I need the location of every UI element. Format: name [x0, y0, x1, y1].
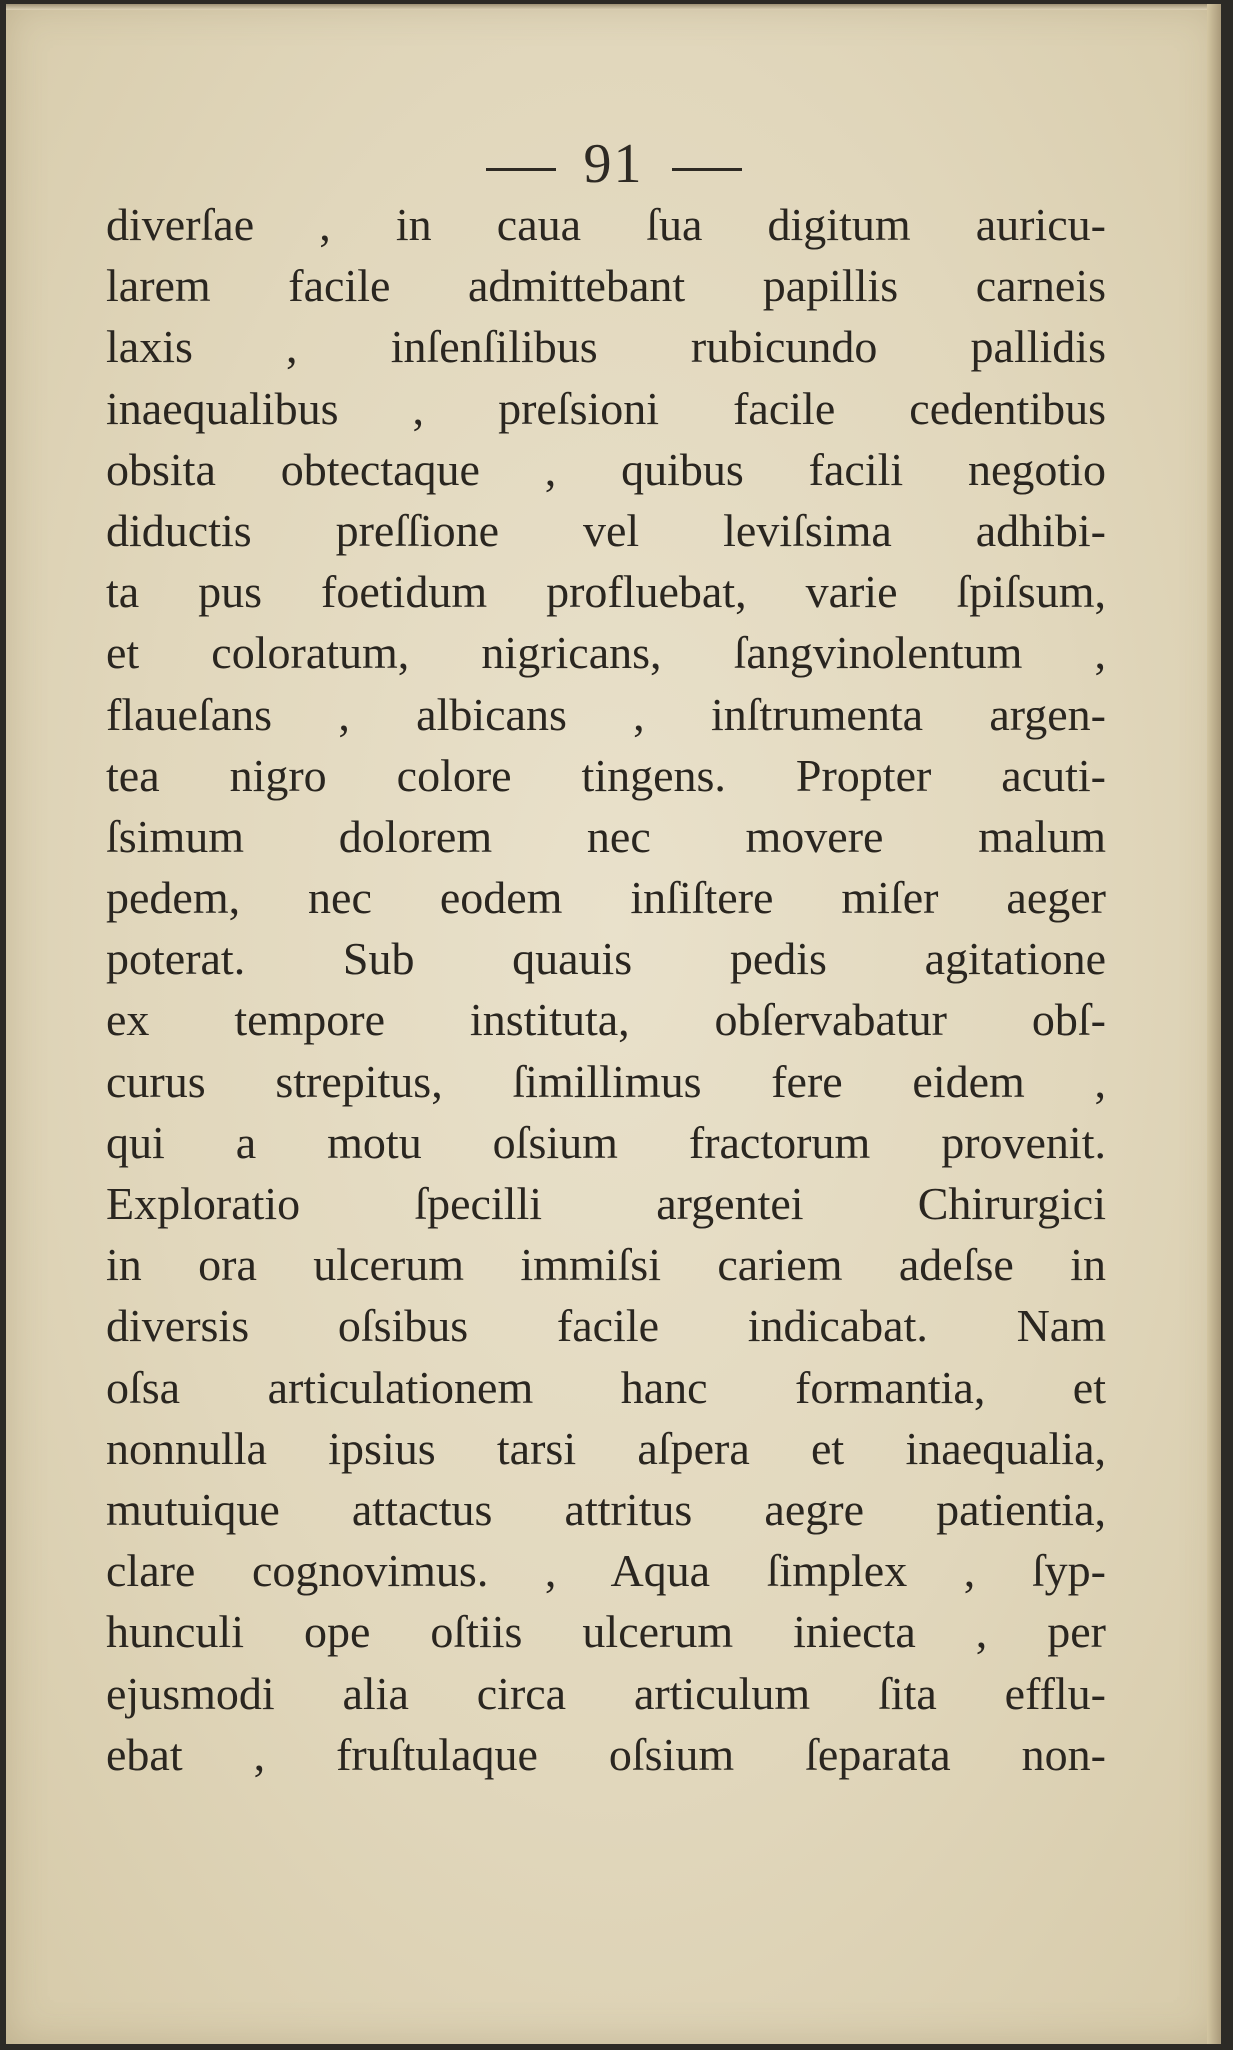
text-line: qui a motu oſsium fractorum provenit.	[106, 1116, 1106, 1168]
text-line: ex tempore instituta, obſervabatur obſ-	[106, 994, 1106, 1046]
text-line: Exploratio ſpecilli argentei Chirurgici	[106, 1178, 1106, 1229]
text-line: ebat , fruſtulaque oſsium ſeparata non-	[106, 1728, 1106, 1780]
text-line: diverſae , in caua ſua digitum auricu-	[106, 199, 1106, 250]
text-line: ſsimum dolorem nec movere malum	[106, 810, 1106, 862]
text-line: curus strepitus, ſimillimus fere eidem ,	[106, 1055, 1106, 1107]
text-line: ejusmodi alia circa articulum ſita efflu-	[106, 1667, 1106, 1719]
header-dash-left	[486, 168, 556, 171]
text-line: flaueſans , albicans , inſtrumenta argen-	[106, 688, 1106, 740]
header-dash-right	[672, 168, 742, 171]
text-line: laxis , inſenſilibus rubicundo pallidis	[106, 321, 1106, 373]
text-line: ta pus foetidum profluebat, varie ſpiſsum,	[106, 566, 1106, 618]
text-line: mutuique attactus attritus aegre patientia,	[106, 1483, 1106, 1535]
text-line: poterat. Sub quauis pedis agitatione	[106, 933, 1106, 985]
page-top-edge	[6, 4, 1221, 10]
text-line: clare cognovimus. , Aqua ſimplex , ſyp-	[106, 1545, 1106, 1597]
page-header	[6, 132, 1221, 196]
text-line: pedem, nec eodem inſiſtere miſer aeger	[106, 872, 1106, 924]
text-line: inaequalibus , preſsioni facile cedentibus	[106, 382, 1106, 434]
text-line: nonnulla ipsius tarsi aſpera et inaequalia,	[106, 1422, 1106, 1474]
text-line: oſsa articulationem hanc formantia, et	[106, 1361, 1106, 1413]
text-line: diversis oſsibus facile indicabat. Nam	[106, 1300, 1106, 1352]
page-right-edge	[1207, 4, 1221, 2044]
text-line: tea nigro colore tingens. Propter acuti-	[106, 749, 1106, 801]
body-text	[106, 194, 1106, 1785]
text-line: larem facile admittebant papillis carneis	[106, 260, 1106, 312]
text-line: in ora ulcerum immiſsi cariem adeſse in	[106, 1239, 1106, 1291]
text-line: diductis preſſione vel leviſsima adhibi-	[106, 504, 1106, 556]
text-line: hunculi ope oſtiis ulcerum iniecta , per	[106, 1606, 1106, 1658]
book-page	[6, 4, 1221, 2044]
text-line: obsita obtectaque , quibus facili negotio	[106, 443, 1106, 495]
text-line: et coloratum, nigricans, ſangvinolentum ,	[106, 627, 1106, 679]
page-number: 91	[583, 133, 644, 195]
